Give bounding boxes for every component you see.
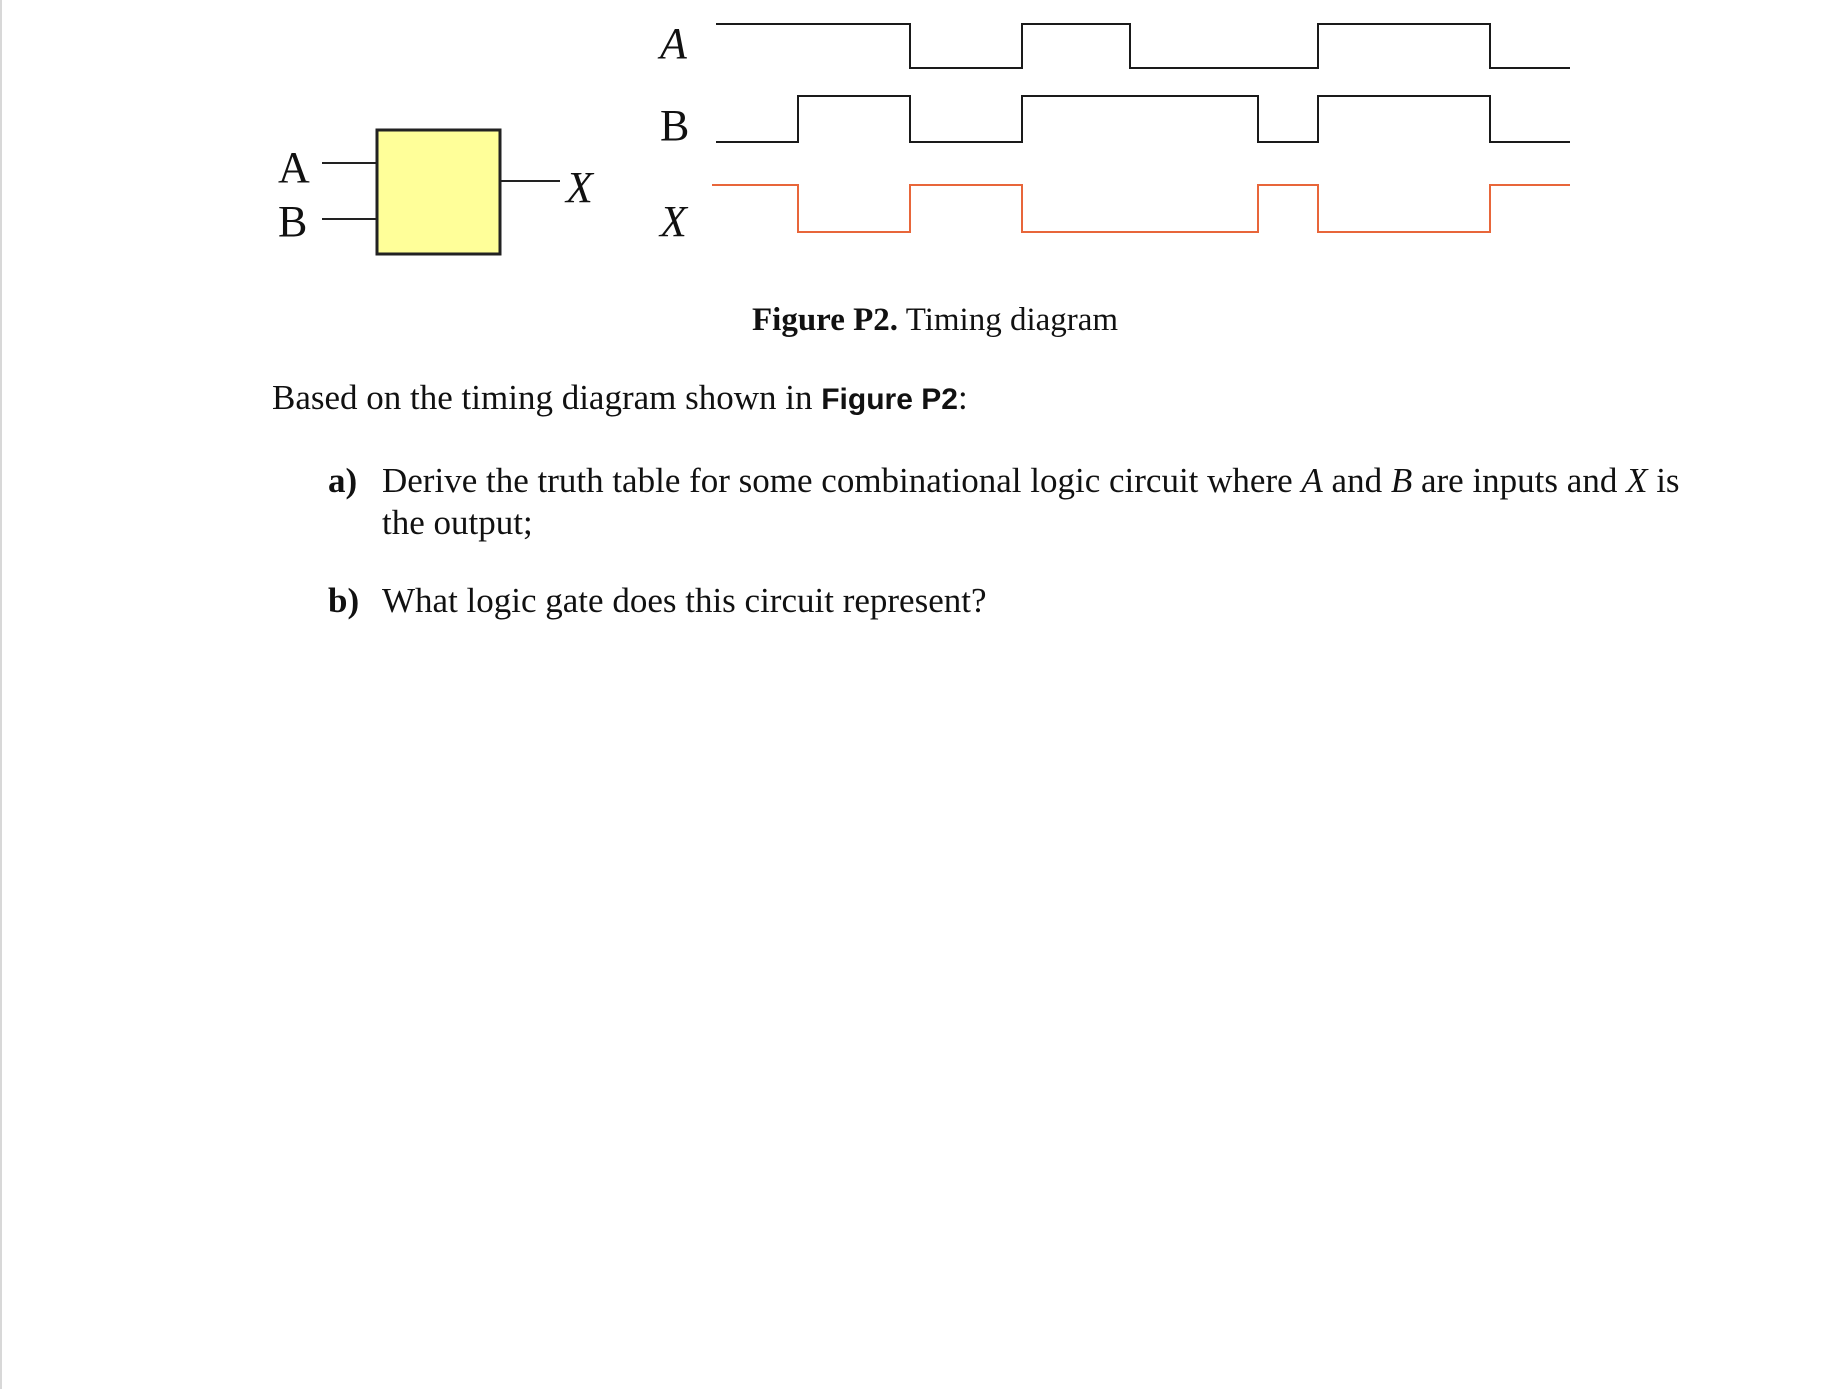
waveforms (712, 24, 1570, 232)
qa-var-x: X (1626, 461, 1648, 500)
block-output-x-label: X (566, 163, 593, 212)
signal-x-label: X (660, 197, 687, 246)
block-input-a-label: A (278, 143, 310, 192)
waveform-x (712, 185, 1570, 232)
caption-text: Timing diagram (898, 302, 1119, 338)
timing-figure (0, 0, 1837, 300)
intro-sentence (272, 378, 968, 418)
logic-block (322, 130, 560, 254)
caption-label: Figure P2. (752, 302, 899, 338)
qa-var-a: A (1301, 461, 1323, 500)
intro-colon: : (957, 378, 968, 417)
logic-block-box (377, 130, 500, 254)
waveform-b (716, 96, 1570, 142)
qa-text-1: Derive the truth table for some combinational logic circuit where (382, 461, 1302, 500)
question-b-tag: b) (328, 581, 360, 620)
qa-text-2: and (1322, 461, 1391, 500)
question-a-tag: a) (328, 461, 358, 500)
block-input-b-label: B (278, 197, 308, 246)
waveform-a (716, 24, 1570, 68)
qa-var-b: B (1390, 461, 1413, 500)
signal-a-label: A (660, 19, 687, 68)
question-b-text: What logic gate does this circuit represent? (382, 581, 987, 620)
question-a-text (382, 460, 1682, 544)
question-b (328, 580, 1748, 625)
figure-caption (752, 302, 1118, 339)
question-a (328, 460, 1748, 550)
signal-b-label: B (660, 101, 690, 150)
figure-reference: Figure P2 (821, 383, 958, 416)
intro-text: Based on the timing diagram shown in (272, 378, 822, 417)
qa-text-4: is the output; (382, 461, 1680, 542)
qa-text-3: are inputs and (1412, 461, 1627, 500)
